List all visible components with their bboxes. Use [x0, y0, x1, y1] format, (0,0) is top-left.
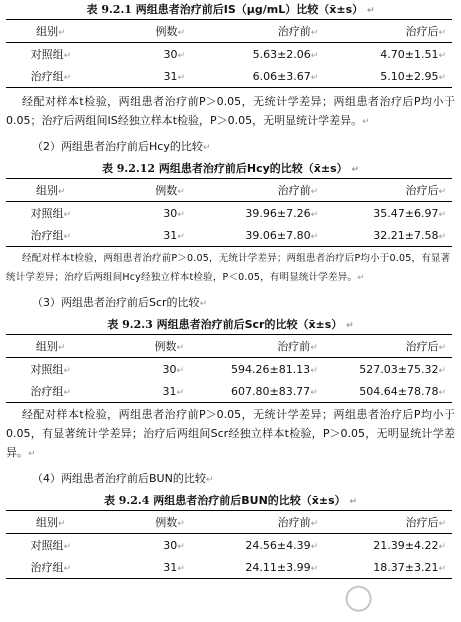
cell-group: 治疗组↵ [30, 385, 71, 398]
caption-text: 两组患者治疗前后IS（μg/mL）比较（ [135, 3, 330, 16]
table-row [6, 224, 452, 247]
cell-before: 5.63±2.06↵ [252, 47, 319, 61]
paragraph-mark-icon: ↵ [177, 519, 185, 529]
cell-before: 594.26±81.13↵ [230, 362, 318, 376]
data-table-1 [6, 19, 452, 88]
paragraph-mark-icon: ↵ [310, 231, 319, 242]
watermark-circle-icon [342, 582, 375, 615]
paragraph-mark-icon: ↵ [349, 497, 358, 507]
caption-close: ） [336, 162, 348, 175]
paragraph-mark-icon: ↵ [57, 343, 66, 353]
paragraph-mark-icon: ↵ [177, 72, 186, 83]
col-header-before: 治疗前↵ [277, 516, 319, 529]
section-heading-4: （4）两组患者治疗前后BUN的比较↵ [32, 472, 214, 485]
cell-n: 31↵ [163, 69, 186, 83]
table-caption-1 [0, 0, 461, 19]
col-header-after: 治疗后↵ [405, 340, 446, 353]
paragraph-mark-icon: ↵ [63, 366, 71, 376]
caption-number: 表 9.2.12 [101, 162, 156, 175]
cell-before: 24.11±3.99↵ [245, 560, 319, 574]
paragraph-mark-icon: ↵ [346, 321, 354, 331]
cell-before: 39.96±7.26↵ [245, 206, 319, 220]
cell-n: 31↵ [163, 560, 185, 574]
table-header-row [6, 179, 452, 202]
paragraph-mark-icon: ↵ [310, 343, 318, 353]
col-header-before: 治疗前↵ [277, 184, 319, 197]
paragraph-mark-icon: ↵ [351, 165, 360, 175]
paragraph-mark-icon: ↵ [310, 187, 319, 197]
cell-group: 治疗组↵ [30, 229, 72, 242]
col-header-after: 治疗后↵ [405, 25, 446, 38]
paragraph-mark-icon: ↵ [438, 365, 446, 376]
cell-after: 18.37±3.21↵ [373, 560, 446, 574]
paragraph-mark-icon: ↵ [177, 28, 186, 38]
caption-text: 两组患者治疗前后BUN的比较（ [153, 494, 312, 507]
table-header-row [6, 511, 452, 534]
paragraph-mark-icon: ↵ [177, 231, 185, 242]
cell-after: 4.70±1.51↵ [380, 47, 446, 61]
paragraph-mark-icon: ↵ [310, 209, 319, 220]
paragraph-mark-icon: ↵ [177, 187, 185, 197]
col-header-group: 组别↵ [35, 340, 66, 353]
section-heading-3: （3）两组患者治疗前后Scr的比较↵ [32, 296, 208, 309]
paragraph-mark-icon: ↵ [438, 387, 446, 398]
paragraph-mark-icon: ↵ [310, 387, 318, 398]
cell-group: 对照组↵ [30, 539, 72, 552]
caption-stat: x̄±s [311, 494, 335, 507]
paragraph-mark-icon: ↵ [310, 541, 319, 552]
paragraph-mark-icon: ↵ [205, 475, 214, 485]
paragraph-1: 经配对样本t检验，两组患者治疗前P＞0.05，无统计学差异；两组患者治疗后P均小于0.05；治疗后两组间IS经独立样本t检验，P＞0.05，无明显统计学差异。↵ [6, 95, 455, 127]
caption-number: 表 9.2.1 [86, 3, 132, 16]
caption-close: ） [334, 494, 346, 507]
cell-group: 治疗组↵ [30, 70, 72, 83]
caption-number: 表 9.2.4 [103, 494, 150, 507]
caption-stat: x̄±s [313, 162, 337, 175]
section-heading-2: （2）两组患者治疗前后Hcy的比较↵ [32, 140, 211, 153]
col-header-group: 组别↵ [36, 184, 66, 197]
paragraph-mark-icon: ↵ [438, 209, 446, 220]
cell-after: 527.03±75.32↵ [359, 362, 446, 376]
col-header-n: 例数↵ [155, 184, 185, 197]
paragraph-mark-icon: ↵ [362, 117, 370, 127]
paragraph-mark-icon: ↵ [438, 28, 446, 38]
table-caption-3 [0, 317, 461, 334]
table-header-row [6, 20, 452, 43]
cell-n: 31↵ [163, 228, 185, 242]
cell-after: 32.21±7.58↵ [373, 228, 446, 242]
paragraph-mark-icon: ↵ [438, 343, 446, 353]
paragraph-mark-icon: ↵ [438, 231, 446, 242]
cell-after: 35.47±6.97↵ [373, 206, 446, 220]
cell-before: 24.56±4.39↵ [245, 538, 319, 552]
caption-stat: x̄±s [308, 318, 332, 331]
cell-n: 30↵ [163, 538, 185, 552]
paragraph-mark-icon: ↵ [176, 387, 185, 398]
col-header-group: 组别↵ [36, 516, 66, 529]
paragraph-mark-icon: ↵ [357, 273, 365, 283]
paragraph-mark-icon: ↵ [63, 210, 72, 220]
paragraph-mark-icon: ↵ [58, 187, 66, 197]
paragraph-mark-icon: ↵ [438, 72, 446, 83]
table-row [6, 202, 452, 225]
col-header-before: 治疗前↵ [277, 25, 319, 38]
paragraph-mark-icon: ↵ [202, 143, 211, 153]
cell-after: 504.64±78.78↵ [359, 384, 446, 398]
table-row [6, 358, 452, 381]
caption-close: ） [352, 3, 364, 16]
paragraph-mark-icon: ↵ [177, 563, 185, 574]
paragraph-mark-icon: ↵ [28, 449, 36, 459]
caption-stat: x̄±s [329, 3, 353, 16]
paragraph-mark-icon: ↵ [199, 299, 208, 309]
col-header-n: 例数↵ [155, 516, 185, 529]
paragraph-mark-icon: ↵ [310, 50, 319, 61]
cell-group: 对照组↵ [30, 207, 72, 220]
paragraph-mark-icon: ↵ [63, 388, 71, 398]
table-caption-4 [0, 493, 461, 510]
paragraph-mark-icon: ↵ [438, 519, 446, 529]
table-row [6, 43, 452, 66]
paragraph-mark-icon: ↵ [310, 28, 319, 38]
cell-n: 31↵ [162, 384, 185, 398]
paragraph-mark-icon: ↵ [177, 50, 186, 61]
cell-group: 对照组↵ [30, 363, 71, 376]
paragraph-mark-icon: ↵ [176, 343, 185, 353]
paragraph-mark-icon: ↵ [310, 519, 319, 529]
cell-after: 5.10±2.95↵ [380, 69, 446, 83]
paragraph-mark-icon: ↵ [438, 50, 446, 61]
col-header-n: 例数↵ [155, 25, 186, 38]
paragraph-mark-icon: ↵ [63, 73, 72, 83]
paragraph-mark-icon: ↵ [366, 6, 375, 16]
cell-n: 30↵ [162, 362, 185, 376]
caption-close: ） [331, 318, 343, 331]
cell-group: 对照组↵ [30, 48, 72, 61]
paragraph-mark-icon: ↵ [63, 564, 72, 574]
cell-before: 39.06±7.80↵ [245, 228, 319, 242]
table-row [6, 65, 452, 88]
paragraph-mark-icon: ↵ [438, 187, 446, 197]
table-row [6, 380, 452, 403]
paragraph-mark-icon: ↵ [438, 541, 446, 552]
caption-number: 表 9.2.3 [107, 318, 153, 331]
paragraph-2: 经配对样本t检验，两组患者治疗前P＞0.05，无统计学差异；两组患者治疗后P均小于0.05，有显著统计学差异；治疗后两组间Hcy经独立样本t检验，P＜0.05，有明显统计学差异。↵ [6, 253, 451, 283]
cell-before: 607.80±83.77↵ [230, 384, 318, 398]
paragraph-mark-icon: ↵ [310, 365, 318, 376]
paragraph-mark-icon: ↵ [310, 563, 319, 574]
col-header-after: 治疗后↵ [405, 516, 446, 529]
paragraph-mark-icon: ↵ [63, 232, 72, 242]
table-header-row [6, 335, 452, 358]
paragraph-mark-icon: ↵ [63, 51, 72, 61]
paragraph-mark-icon: ↵ [63, 542, 72, 552]
cell-after: 21.39±4.22↵ [373, 538, 446, 552]
paragraph-mark-icon: ↵ [177, 209, 185, 220]
paragraph-3: 经配对样本t检验，两组患者治疗前P＞0.05，无统计学差异；两组患者治疗后P均小于0.05，有显著统计学差异；治疗后两组间Scr经独立样本t检验，P＞0.05，无明显统计学差异。↵ [6, 408, 455, 459]
cell-group: 治疗组↵ [30, 561, 72, 574]
paragraph-mark-icon: ↵ [177, 541, 185, 552]
col-header-group: 组别↵ [36, 25, 66, 38]
paragraph-mark-icon: ↵ [58, 28, 66, 38]
paragraph-mark-icon: ↵ [58, 519, 66, 529]
caption-text: 两组患者治疗前后Scr的比较（ [156, 318, 309, 331]
col-header-before: 治疗前↵ [277, 340, 318, 353]
cell-n: 30↵ [163, 206, 185, 220]
table-caption-2 [0, 161, 461, 178]
cell-before: 6.06±3.67↵ [252, 69, 319, 83]
caption-text: 两组患者治疗前后Hcy的比较（ [158, 162, 314, 175]
paragraph-mark-icon: ↵ [176, 365, 185, 376]
data-table-2 [6, 178, 452, 247]
paragraph-mark-icon: ↵ [310, 72, 319, 83]
table-row [6, 534, 452, 557]
data-table-3 [6, 334, 452, 403]
paragraph-mark-icon: ↵ [438, 563, 446, 574]
col-header-n: 例数↵ [154, 340, 185, 353]
col-header-after: 治疗后↵ [405, 184, 446, 197]
cell-n: 30↵ [163, 47, 186, 61]
